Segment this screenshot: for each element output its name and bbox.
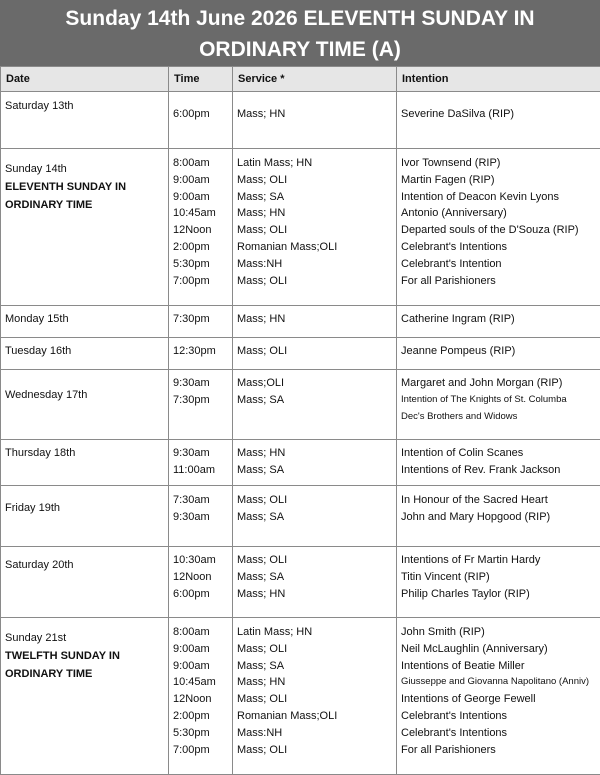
- page-title: [0, 0, 600, 66]
- intention-entry: Celebrant's Intentions: [401, 725, 596, 742]
- intention-entry: Departed souls of the D'Souza (RIP): [401, 222, 596, 239]
- intention-cell: [397, 547, 600, 618]
- service-entry: Mass; HN: [237, 106, 392, 123]
- intention-entry: In Honour of the Sacred Heart: [401, 492, 596, 509]
- intention-entry: Intentions of Beatie Miller: [401, 658, 596, 675]
- time-entry: 8:00am: [173, 624, 228, 641]
- feast-label: ELEVENTH SUNDAY IN: [5, 178, 164, 196]
- column-header-date: Date: [1, 67, 169, 92]
- time-cell: [169, 486, 233, 547]
- feast-label: ORDINARY TIME: [5, 196, 164, 214]
- date-label: Tuesday 16th: [5, 343, 164, 360]
- service-entry: Mass; HN: [237, 674, 392, 691]
- service-cell: [233, 547, 397, 618]
- time-entry: 7:30pm: [173, 311, 228, 328]
- service-entry: Mass; HN: [237, 586, 392, 603]
- service-entry: Mass;OLI: [237, 375, 392, 392]
- intention-entry: Martin Fagen (RIP): [401, 172, 596, 189]
- time-cell: [169, 547, 233, 618]
- service-entry: Mass; HN: [237, 445, 392, 462]
- service-entry: Mass; SA: [237, 658, 392, 675]
- page-title-line-1: Sunday 14th June 2026 ELEVENTH SUNDAY IN: [0, 3, 600, 34]
- intention-entry: Celebrant's Intentions: [401, 708, 596, 725]
- intention-cell: [397, 440, 600, 486]
- service-cell: [233, 338, 397, 370]
- time-entry: 5:30pm: [173, 256, 228, 273]
- date-cell: [1, 440, 169, 486]
- service-entry: Mass; OLI: [237, 172, 392, 189]
- intention-entry: John Smith (RIP): [401, 624, 596, 641]
- service-cell: [233, 486, 397, 547]
- time-cell: [169, 92, 233, 149]
- time-cell: [169, 440, 233, 486]
- time-entry: 10:30am: [173, 552, 228, 569]
- intention-cell: [397, 338, 600, 370]
- time-entry: 7:00pm: [173, 742, 228, 759]
- date-label: Saturday 13th: [5, 98, 164, 115]
- intention-entry: Neil McLaughlin (Anniversary): [401, 641, 596, 658]
- time-entry: 12Noon: [173, 569, 228, 586]
- intention-cell: [397, 149, 600, 306]
- service-entry: Latin Mass; HN: [237, 624, 392, 641]
- service-cell: [233, 618, 397, 775]
- time-entry: 9:00am: [173, 658, 228, 675]
- service-cell: [233, 149, 397, 306]
- intention-cell: [397, 370, 600, 440]
- time-entry: 7:30pm: [173, 392, 228, 409]
- time-entry: 9:30am: [173, 445, 228, 462]
- date-cell: [1, 486, 169, 547]
- intention-cell: [397, 92, 600, 149]
- time-entry: 10:45am: [173, 205, 228, 222]
- table-row: [1, 440, 600, 486]
- mass-schedule-table: [0, 66, 600, 775]
- service-cell: [233, 306, 397, 338]
- date-label: Saturday 20th: [5, 557, 164, 574]
- date-cell: [1, 306, 169, 338]
- time-cell: [169, 338, 233, 370]
- service-entry: Mass; HN: [237, 311, 392, 328]
- table-row: [1, 547, 600, 618]
- service-entry: Mass; OLI: [237, 273, 392, 290]
- intention-entry: For all Parishioners: [401, 742, 596, 759]
- service-cell: [233, 370, 397, 440]
- time-entry: 7:30am: [173, 492, 228, 509]
- intention-entry: For all Parishioners: [401, 273, 596, 290]
- service-entry: Mass; SA: [237, 569, 392, 586]
- table-row: [1, 92, 600, 149]
- date-cell: [1, 338, 169, 370]
- intention-entry: Intention of The Knights of St. Columba: [401, 392, 596, 409]
- time-entry: 2:00pm: [173, 708, 228, 725]
- time-entry: 11:00am: [173, 462, 228, 479]
- feast-label: ORDINARY TIME: [5, 665, 164, 683]
- time-cell: [169, 370, 233, 440]
- date-label: Sunday 21st: [5, 630, 164, 647]
- date-label: Thursday 18th: [5, 445, 164, 462]
- time-entry: 9:30am: [173, 509, 228, 526]
- date-cell: [1, 149, 169, 306]
- intention-entry: Jeanne Pompeus (RIP): [401, 343, 596, 360]
- date-label: Friday 19th: [5, 500, 164, 517]
- service-entry: Mass; OLI: [237, 222, 392, 239]
- intention-entry: Celebrant's Intentions: [401, 239, 596, 256]
- time-entry: 12Noon: [173, 691, 228, 708]
- intention-entry: Margaret and John Morgan (RIP): [401, 375, 596, 392]
- service-entry: Latin Mass; HN: [237, 155, 392, 172]
- intention-entry: Philip Charles Taylor (RIP): [401, 586, 596, 603]
- time-entry: 9:00am: [173, 172, 228, 189]
- service-cell: [233, 92, 397, 149]
- time-entry: 9:00am: [173, 641, 228, 658]
- service-entry: Mass; SA: [237, 392, 392, 409]
- feast-label: TWELFTH SUNDAY IN: [5, 647, 164, 665]
- time-cell: [169, 306, 233, 338]
- date-cell: [1, 92, 169, 149]
- intention-entry: Intention of Colin Scanes: [401, 445, 596, 462]
- service-entry: Mass; OLI: [237, 691, 392, 708]
- service-entry: Romanian Mass;OLI: [237, 708, 392, 725]
- intention-entry: Dec's Brothers and Widows: [401, 409, 596, 426]
- time-entry: 8:00am: [173, 155, 228, 172]
- intention-entry: Celebrant's Intention: [401, 256, 596, 273]
- time-cell: [169, 618, 233, 775]
- date-cell: [1, 370, 169, 440]
- intention-entry: Giusseppe and Giovanna Napolitano (Anniv): [401, 674, 596, 691]
- intention-cell: [397, 618, 600, 775]
- intention-entry: Intentions of George Fewell: [401, 691, 596, 708]
- intention-entry: John and Mary Hopgood (RIP): [401, 509, 596, 526]
- date-cell: [1, 547, 169, 618]
- time-entry: 10:45am: [173, 674, 228, 691]
- table-row: [1, 306, 600, 338]
- intention-entry: Titin Vincent (RIP): [401, 569, 596, 586]
- service-entry: Mass; SA: [237, 509, 392, 526]
- time-entry: 12:30pm: [173, 343, 228, 360]
- time-cell: [169, 149, 233, 306]
- table-row: [1, 149, 600, 306]
- intention-cell: [397, 306, 600, 338]
- time-entry: 12Noon: [173, 222, 228, 239]
- intention-entry: Catherine Ingram (RIP): [401, 311, 596, 328]
- intention-entry: Intentions of Fr Martin Hardy: [401, 552, 596, 569]
- service-entry: Mass; OLI: [237, 492, 392, 509]
- column-header-time: Time: [169, 67, 233, 92]
- date-cell: [1, 618, 169, 775]
- intention-entry: Intention of Deacon Kevin Lyons: [401, 189, 596, 206]
- table-row: [1, 370, 600, 440]
- time-entry: 9:00am: [173, 189, 228, 206]
- intention-cell: [397, 486, 600, 547]
- service-entry: Mass; HN: [237, 205, 392, 222]
- service-entry: Mass; SA: [237, 462, 392, 479]
- time-entry: 9:30am: [173, 375, 228, 392]
- service-entry: Mass; OLI: [237, 552, 392, 569]
- intention-entry: Antonio (Anniversary): [401, 205, 596, 222]
- service-entry: Mass; OLI: [237, 641, 392, 658]
- service-entry: Mass; OLI: [237, 742, 392, 759]
- service-entry: Mass; SA: [237, 189, 392, 206]
- date-label: Wednesday 17th: [5, 387, 164, 404]
- table-row: [1, 338, 600, 370]
- time-entry: 7:00pm: [173, 273, 228, 290]
- table-header-row: [1, 67, 600, 92]
- date-label: Monday 15th: [5, 311, 164, 328]
- service-cell: [233, 440, 397, 486]
- intention-entry: Intentions of Rev. Frank Jackson: [401, 462, 596, 479]
- table-row: [1, 618, 600, 775]
- column-header-service: Service *: [233, 67, 397, 92]
- service-entry: Mass; OLI: [237, 343, 392, 360]
- service-entry: Romanian Mass;OLI: [237, 239, 392, 256]
- intention-entry: Ivor Townsend (RIP): [401, 155, 596, 172]
- column-header-intention: Intention: [397, 67, 600, 92]
- table-row: [1, 486, 600, 547]
- time-entry: 2:00pm: [173, 239, 228, 256]
- time-entry: 6:00pm: [173, 586, 228, 603]
- service-entry: Mass:NH: [237, 725, 392, 742]
- intention-entry: Severine DaSilva (RIP): [401, 106, 596, 123]
- time-entry: 6:00pm: [173, 106, 228, 123]
- page-title-line-2: ORDINARY TIME (A): [0, 34, 600, 65]
- date-label: Sunday 14th: [5, 161, 164, 178]
- service-entry: Mass:NH: [237, 256, 392, 273]
- time-entry: 5:30pm: [173, 725, 228, 742]
